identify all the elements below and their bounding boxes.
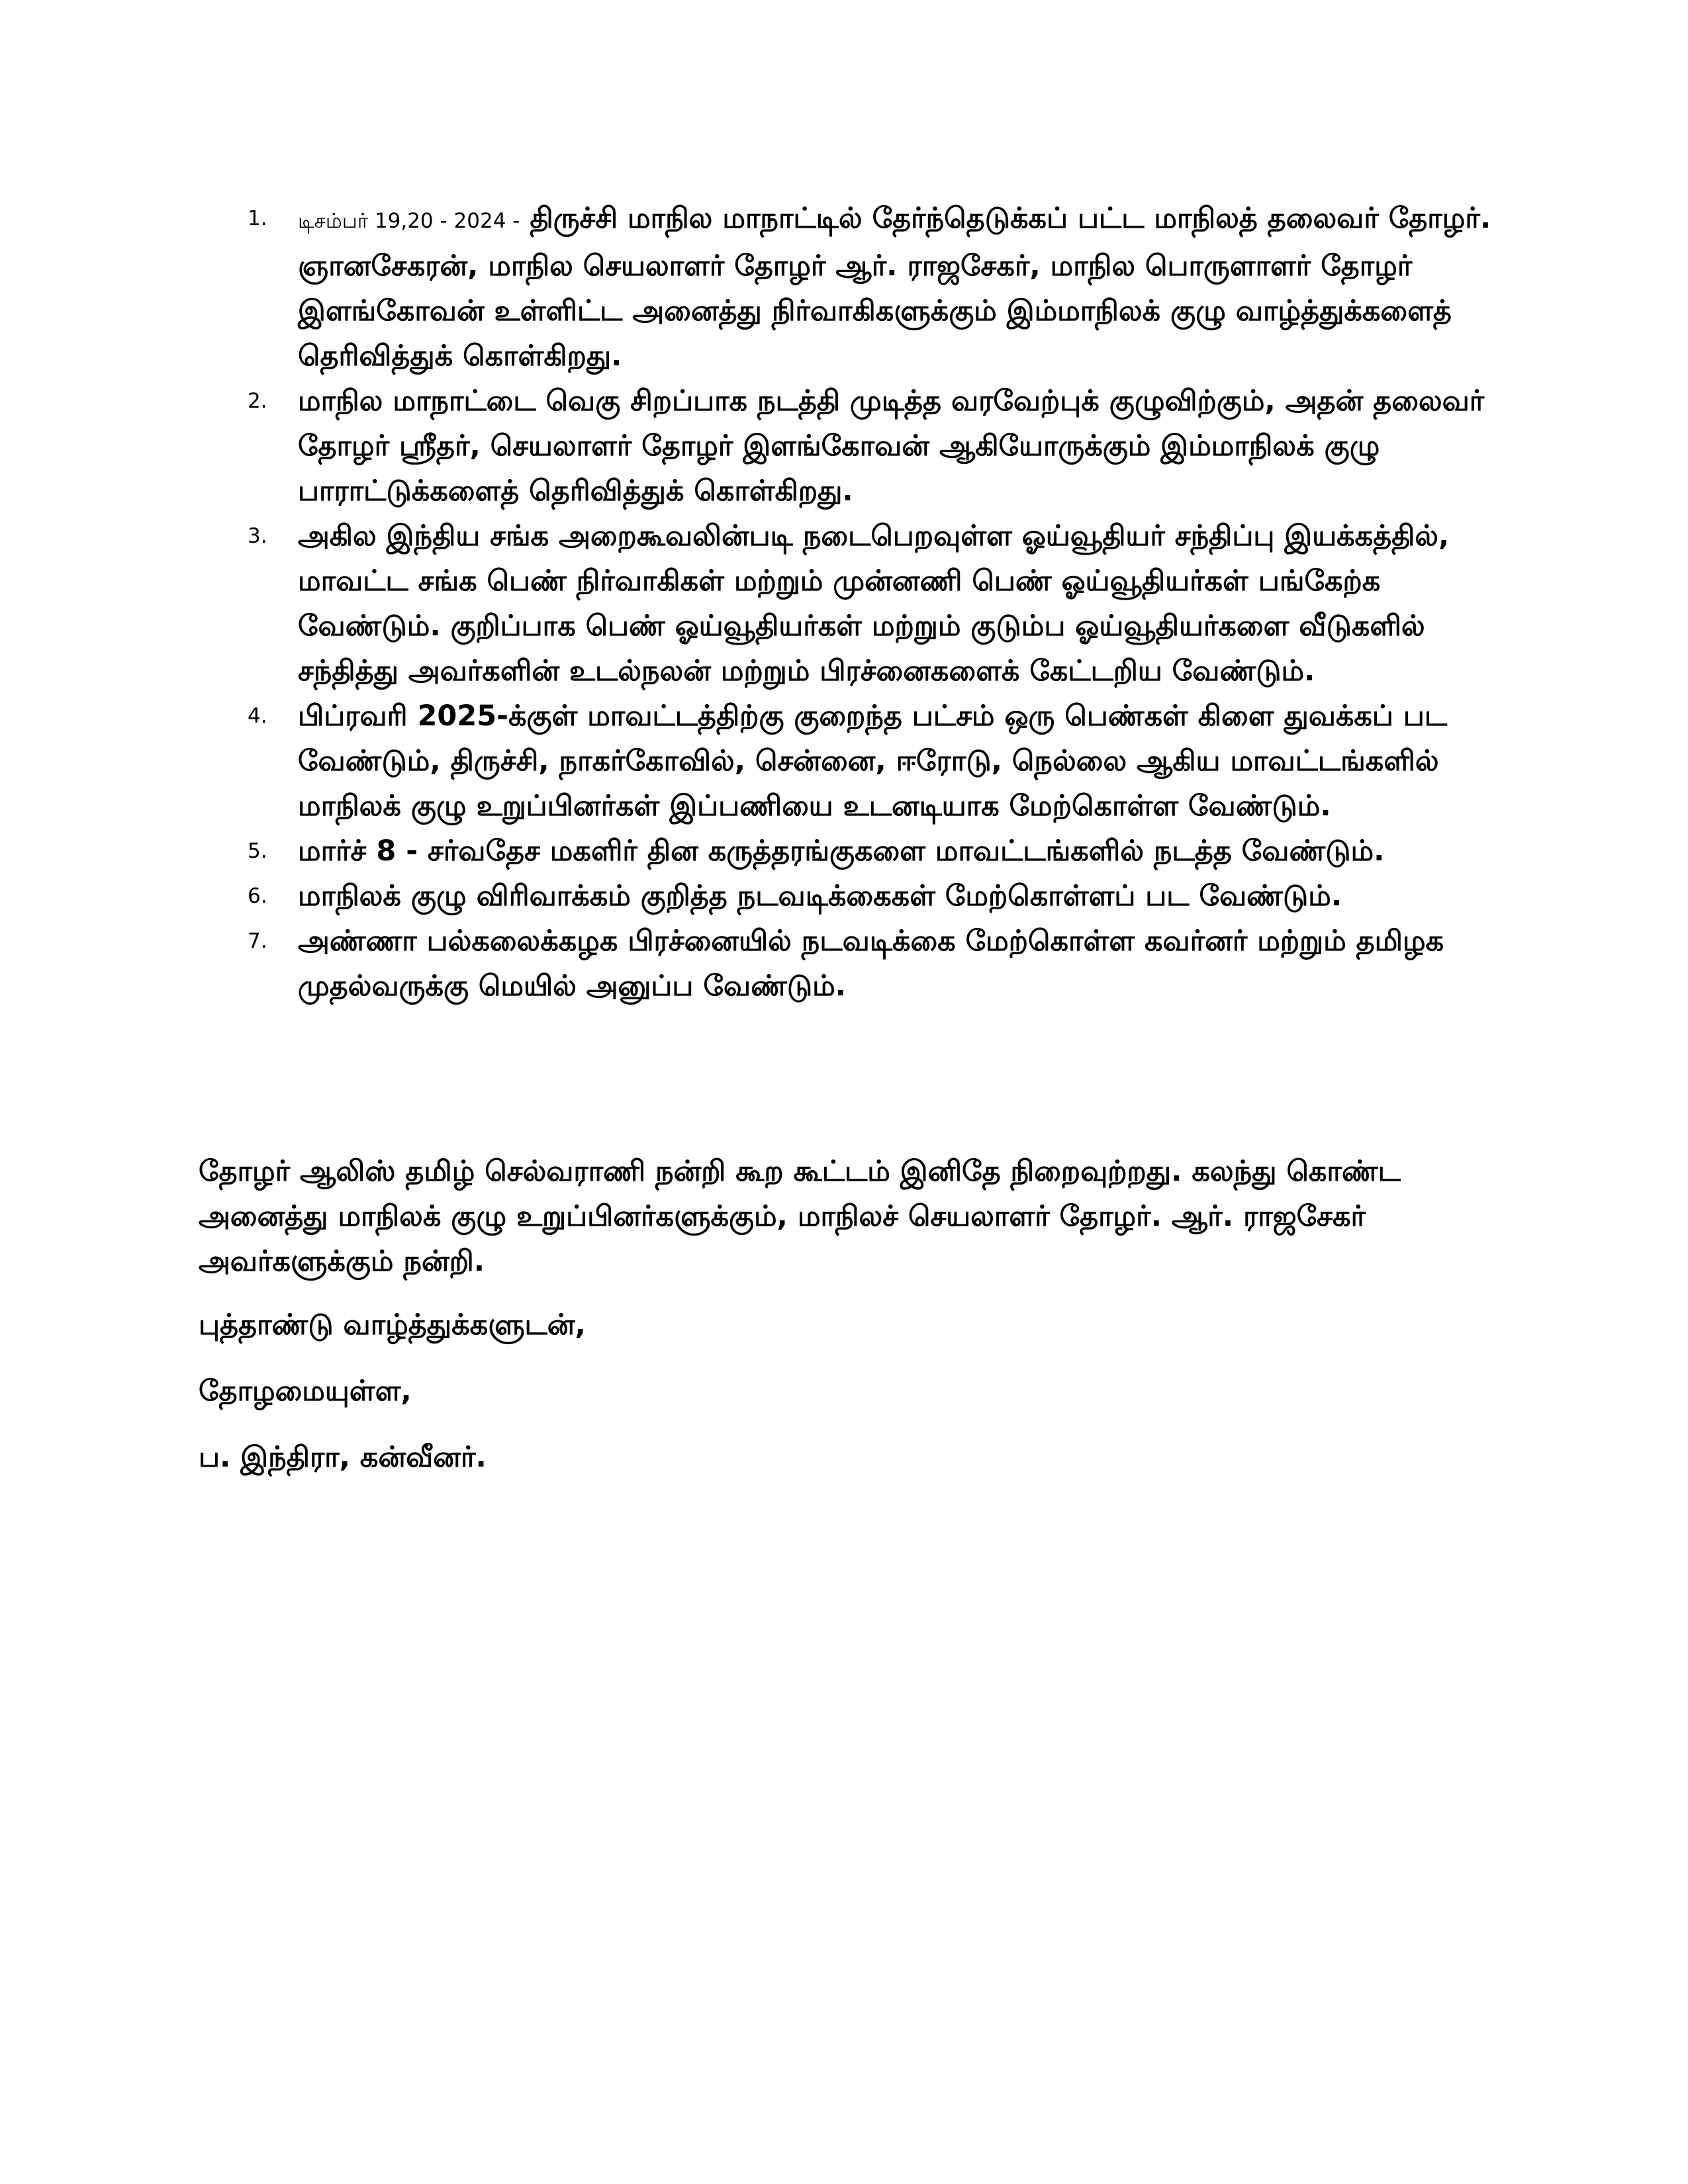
resolution-item-5 [199, 829, 1509, 874]
resolution-number: 6. [248, 884, 267, 908]
resolution-date: டிசம்பர் 19,20 - 2024 - [298, 209, 520, 233]
resolution-item-1 [199, 196, 1509, 379]
resolution-number: 7. [248, 929, 267, 953]
resolution-item-4 [199, 694, 1509, 829]
resolution-item-2 [199, 379, 1509, 514]
salutation-line: தோழமையுள்ள, [199, 1375, 412, 1408]
signature-line: ப. இந்திரா, கன்வீனர். [199, 1441, 487, 1474]
closing-paragraph: தோழர் ஆலிஸ் தமிழ் செல்வராணி நன்றி கூற கூட்டம் இனிதே நிறைவுற்றது. கலந்து கொண்ட அனைத்து மாநிலக் குழு உறுப்பினர்களுக்கும், மாநிலச் செயலாளர் தோழர். ஆர். ராஜசேகர் அவர்களுக்கும் நன்றி. [199, 1155, 1401, 1278]
resolution-text: பிப்ரவரி 2025-க்குள் மாவட்டத்திற்கு குறைந்த பட்சம் ஒரு பெண்கள் கிளை துவக்கப் பட வேண்டும், திருச்சி, நாகர்கோவில், சென்னை, ஈரோடு, நெல்லை ஆகிய மாவட்டங்களில் மாநிலக் குழு உறுப்பினர்கள் இப்பணியை உடனடியாக மேற்கொள்ள வேண்டும். [298, 700, 1448, 823]
resolution-number: 3. [248, 524, 267, 548]
resolution-text: மாநில மாநாட்டை வெகு சிறப்பாக நடத்தி முடித்த வரவேற்புக் குழுவிற்கும், அதன் தலைவர் தோழர் ஸ்ரீதர், செயலாளர் தோழர் இளங்கோவன் ஆகியோருக்கும் இம்மாநிலக் குழு பாராட்டுக்களைத் தெரிவித்துக் கொள்கிறது. [298, 385, 1485, 508]
resolution-text: அகில இந்திய சங்க அறைகூவலின்படி நடைபெறவுள்ள ஓய்வூதியர் சந்திப்பு இயக்கத்தில், மாவட்ட சங்க பெண் நிர்வாகிகள் மற்றும் முன்னணி பெண் ஓய்வூதியர்கள் பங்கேற்க வேண்டும். குறிப்பாக பெண் ஓய்வூதியர்கள் மற்றும் குடும்ப ஓய்வூதியர்களை வீடுகளில் சந்தித்து அவர்களின் உடல்நலன் மற்றும் பிரச்னைகளைக் கேட்டறிய வேண்டும். [298, 520, 1450, 688]
resolution-item-3 [199, 514, 1509, 694]
resolutions-list [199, 196, 1509, 1009]
resolution-item-7 [199, 919, 1509, 1009]
resolution-number: 1. [248, 206, 267, 230]
resolution-text: அண்ணா பல்கலைக்கழக பிரச்னையில் நடவடிக்கை மேற்கொள்ள கவர்னர் மற்றும் தமிழக முதல்வருக்கு மெயில் அனுப்ப வேண்டும். [298, 925, 1444, 1003]
resolution-number: 5. [248, 839, 267, 863]
resolution-number: 2. [248, 389, 267, 413]
resolution-number: 4. [248, 704, 267, 728]
resolution-text: திருச்சி மாநில மாநாட்டில் தேர்ந்தெடுக்கப் பட்ட மாநிலத் தலைவர் தோழர். ஞானசேகரன், மாநில செயலாளர் தோழர் ஆர். ராஜசேகர், மாநில பொருளாளர் தோழர் இளங்கோவன் உள்ளிட்ட அனைத்து நிர்வாகிகளுக்கும் இம்மாநிலக் குழு வாழ்த்துக்களைத் தெரிவித்துக் கொள்கிறது. [298, 202, 1491, 373]
greeting-line: புத்தாண்டு வாழ்த்துக்களுடன், [199, 1308, 586, 1342]
resolution-item-6 [199, 874, 1509, 919]
resolution-text: மார்ச் 8 - சர்வதேச மகளிர் தின கருத்தரங்குகளை மாவட்டங்களில் நடத்த வேண்டும். [298, 835, 1385, 868]
resolution-text: மாநிலக் குழு விரிவாக்கம் குறித்த நடவடிக்கைகள் மேற்கொள்ளப் பட வேண்டும். [298, 880, 1342, 913]
